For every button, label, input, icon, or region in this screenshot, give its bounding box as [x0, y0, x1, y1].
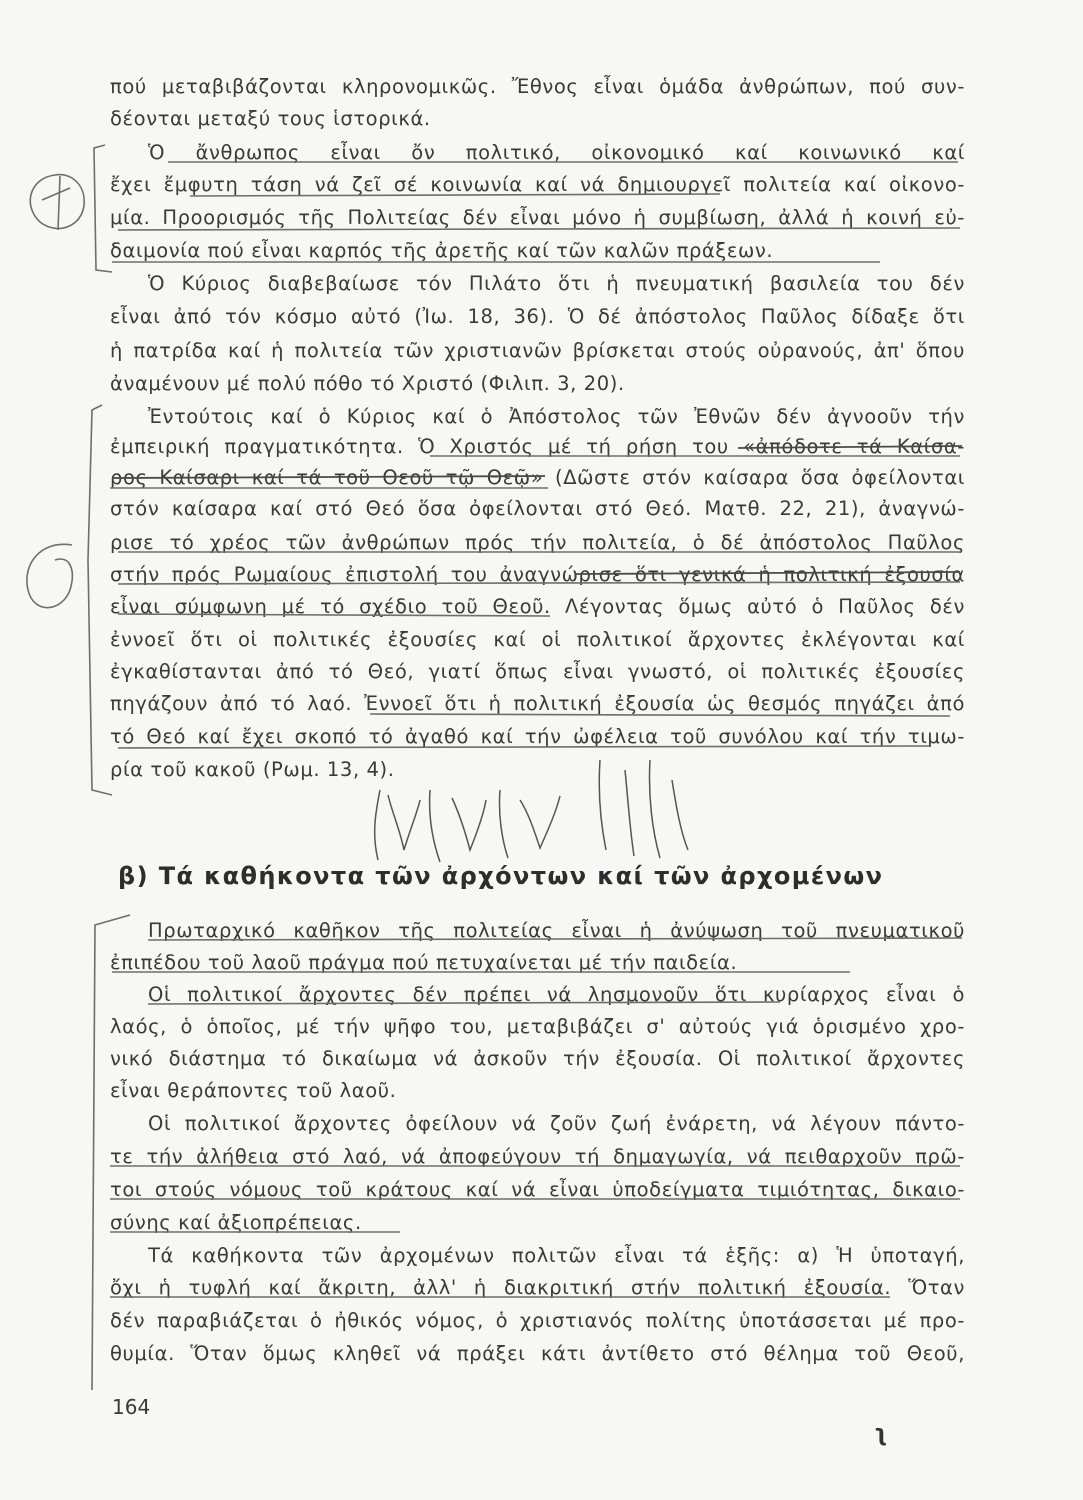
text-line: ἐννοεῖ ὅτι οἱ πολιτικές ἐξουσίες καί οἱ πολιτικοί ἄρχοντες ἐκλέγονται καί [110, 628, 965, 651]
text-line: Οἱ πολιτικοί ἄρχοντες ὀφείλουν νά ζοῦν ζωή ἐνάρετη, νά λέγουν πάντο- [148, 1112, 965, 1135]
text-line: δέονται μεταξύ τους ἱστορικά. [110, 107, 431, 130]
page-number: 164 [112, 1395, 151, 1419]
margin-mark-2 [27, 544, 72, 607]
text-line: τοι στούς νόμους τοῦ κράτους καί νά εἶναι ὑποδείγματα τιμιότητας, δικαιο- [110, 1178, 965, 1201]
margin-mark-1 [30, 175, 84, 230]
text-line: εἶναι σύμφωνη μέ τό σχέδιο τοῦ Θεοῦ. Λέγοντας ὅμως αὐτό ὁ Παῦλος δέν [110, 595, 965, 618]
text-line: πού μεταβιβάζονται κληρονομικῶς. Ἔθνος εἶναι ὁμάδα ἀνθρώπων, πού συν- [110, 75, 965, 98]
section-heading: β) Τά καθήκοντα τῶν ἀρχόντων καί τῶν ἀρχομένων [118, 862, 884, 890]
text-line: ἐγκαθίστανται ἀπό τό Θεό, γιατί ὅπως εἶναι γνωστό, οἱ πολιτικές ἐξουσίες [110, 660, 965, 683]
text-line: θυμία. Ὅταν ὅμως κληθεῖ νά πράξει κάτι ἀντίθετο στό θέλημα τοῦ Θεοῦ, [110, 1342, 965, 1365]
text-line: ἐμπειρική πραγματικότητα. Ὁ Χριστός μέ τή ρήση του «ἀπόδοτε τά Καίσα- [110, 435, 965, 458]
margin-bracket-2 [88, 405, 112, 795]
text-line: ἀναμένουν μέ πολύ πόθο τό Χριστό (Φιλιπ. 3, 20). [110, 372, 625, 395]
text-line: τε τήν ἀλήθεια στό λαό, νά ἀποφεύγουν τή δημαγωγία, νά πειθαρχοῦν πρῶ- [110, 1145, 965, 1168]
text-line: Πρωταρχικό καθῆκον τῆς πολιτείας εἶναι ἡ ἀνύψωση τοῦ πνευματικοῦ [148, 919, 965, 942]
text-line: τό Θεό καί ἔχει σκοπό τό ἀγαθό καί τήν ὠφέλεια τοῦ συνόλου καί τήν τιμω- [110, 725, 965, 748]
text-line: λαός, ὁ ὁποῖος, μέ τήν ψῆφο του, μεταβιβάζει σ' αὐτούς γιά ὁρισμένο χρο- [110, 1015, 965, 1038]
text-line: εἶναι θεράποντες τοῦ λαοῦ. [110, 1079, 397, 1102]
text-line: ρος Καίσαρι καί τά τοῦ Θεοῦ τῷ Θεῷ» (Δῶστε στόν καίσαρα ὅσα ὀφείλονται [110, 466, 965, 489]
text-line: ὄχι ἡ τυφλή καί ἄκριτη, ἀλλ' ἡ διακριτική στήν πολιτική ἐξουσία. Ὅταν [110, 1276, 965, 1299]
text-line: σύνης καί ἀξιοπρέπειας. [110, 1211, 362, 1234]
text-line: μία. Προορισμός τῆς Πολιτείας δέν εἶναι μόνο ἡ συμβίωση, ἀλλά ἡ κοινή εὐ- [110, 206, 965, 229]
text-line: ἐπιπέδου τοῦ λαοῦ πράγμα πού πετυχαίνεται μέ τήν παιδεία. [110, 951, 738, 974]
text-line: στήν πρός Ρωμαίους ἐπιστολή του ἀναγνώρισε ὅτι γενικά ἡ πολιτική ἐξουσία [110, 563, 965, 586]
text-line: εἶναι ἀπό τόν κόσμο αὐτό (Ἰω. 18, 36). Ὁ δέ ἀπόστολος Παῦλος δίδαξε ὅτι [110, 305, 965, 328]
text-line: δαιμονία πού εἶναι καρπός τῆς ἀρετῆς καί τῶν καλῶν πράξεων. [110, 239, 774, 262]
text-line: πηγάζουν ἀπό τό λαό. Ἐννοεῖ ὅτι ἡ πολιτική ἐξουσία ὡς θεσμός πηγάζει ἀπό [110, 692, 965, 715]
text-line: Ὁ Κύριος διαβεβαίωσε τόν Πιλάτο ὅτι ἡ πνευματική βασιλεία του δέν [148, 272, 965, 295]
text-line: Ἐντούτοις καί ὁ Κύριος καί ὁ Ἀπόστολος τῶν Ἐθνῶν δέν ἀγνοοῦν τήν [148, 405, 965, 428]
text-line: στόν καίσαρα καί στό Θεό ὅσα ὀφείλονται στό Θεό. Ματθ. 22, 21), ἀναγνώ- [110, 497, 965, 520]
text-line: ρισε τό χρέος τῶν ἀνθρώπων πρός τήν πολιτεία, ὁ δέ ἀπόστολος Παῦλος [110, 531, 965, 554]
text-line: δέν παραβιάζεται ὁ ἠθικός νόμος, ὁ χριστιανός πολίτης ὑποτάσσεται μέ προ- [110, 1309, 965, 1332]
text-line: νικό διάστημα τό δικαίωμα νά ἀσκοῦν τήν ἐξουσία. Οἱ πολιτικοί ἄρχοντες [110, 1047, 965, 1070]
text-line: ἔχει ἔμφυτη τάση νά ζεῖ σέ κοινωνία καί νά δημιουργεῖ πολιτεία καί οἰκονο- [110, 173, 965, 196]
text-line: Ὁ ἄνθρωπος εἶναι ὄν πολιτικό, οἰκονομικό καί κοινωνικό καί [148, 141, 965, 164]
corner-mark: ʅ [874, 1422, 888, 1447]
text-line: Οἱ πολιτικοί ἄρχοντες δέν πρέπει νά λησμονοῦν ὅτι κυρίαρχος εἶναι ὁ [148, 983, 965, 1006]
text-line: Τά καθήκοντα τῶν ἀρχομένων πολιτῶν εἶναι τά ἑξῆς: α) Ἡ ὑποταγή, [148, 1244, 965, 1267]
text-line: ἡ πατρίδα καί ἡ πολιτεία τῶν χριστιανῶν βρίσκεται στούς οὐρανούς, ἀπ' ὅπου [110, 339, 965, 362]
text-line: ρία τοῦ κακοῦ (Ρωμ. 13, 4). [110, 758, 395, 781]
